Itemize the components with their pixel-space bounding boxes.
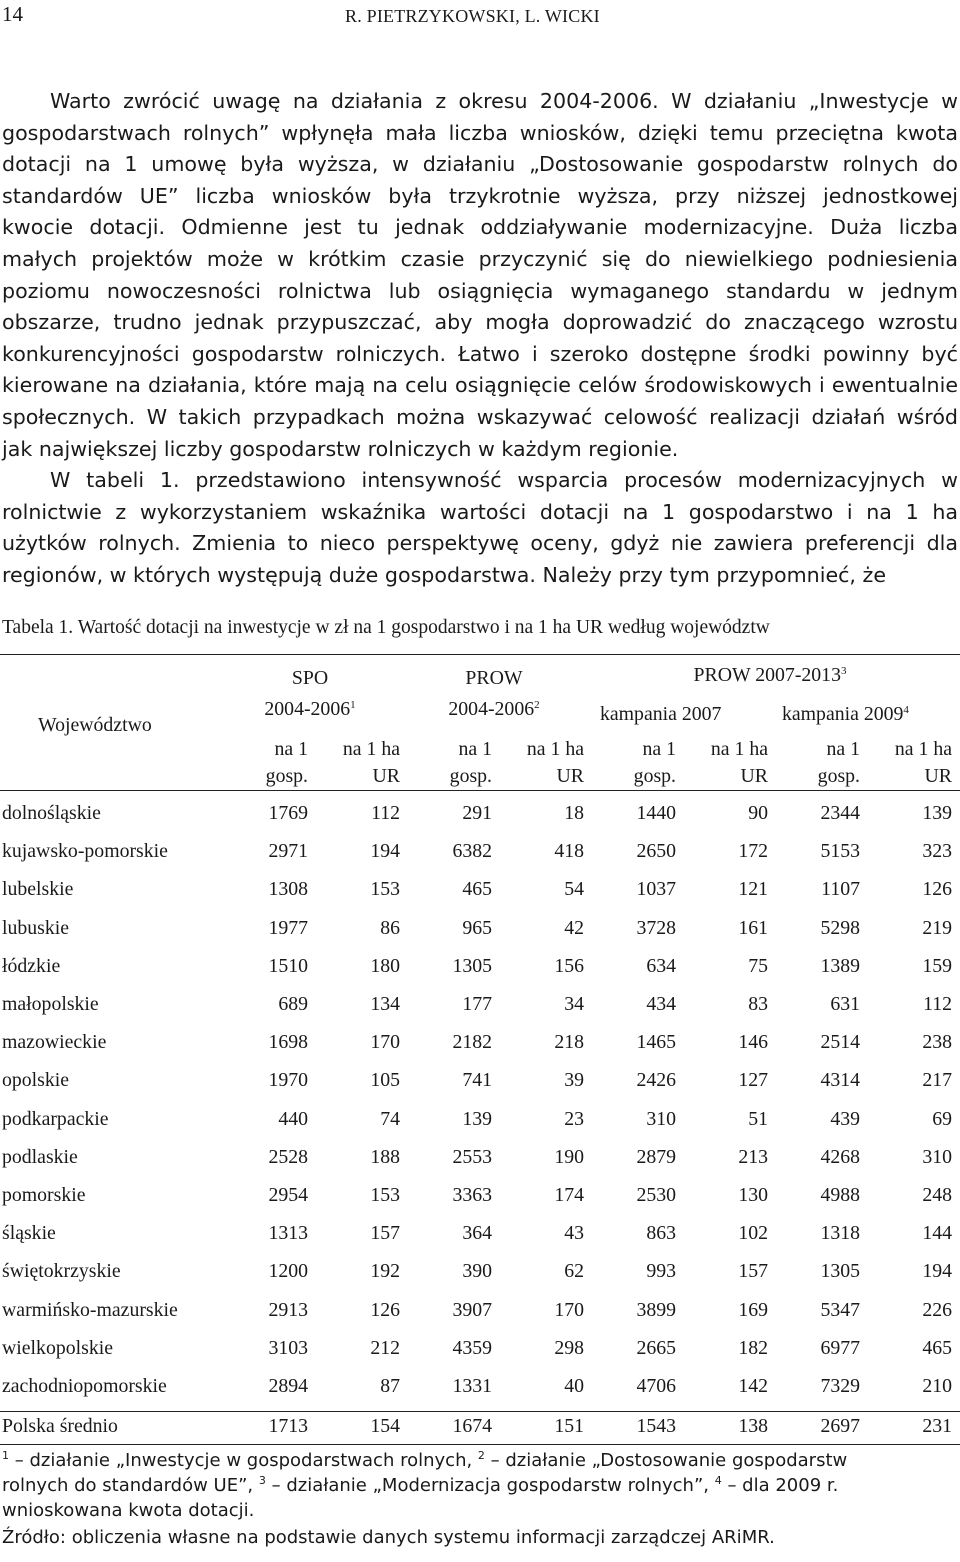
value-cell: 1674 [452,1415,492,1437]
region-name: śląskie [2,1222,56,1244]
value-cell: 75 [748,955,768,977]
value-cell: 154 [370,1415,400,1437]
value-cell: 138 [738,1415,768,1437]
value-cell: 2697 [820,1415,860,1437]
value-cell: 121 [738,878,768,900]
value-cell: 2879 [636,1146,676,1168]
value-cell: 1465 [636,1031,676,1053]
table-caption: Tabela 1. Wartość dotacji na inwestycje w zł na 1 gospodarstwo i na 1 ha UR według województw [2,617,770,638]
text-line: konkurencyjności gospodarstw rolniczych. Łatwo i szeroko dostępne środki powinny być [2,341,958,366]
value-cell: 323 [922,840,952,862]
value-cell: 194 [922,1260,952,1282]
subheader-per-farm: na 1 [826,738,860,760]
text-line: kierowane na działania, które mają na celu osiągnięcie celów środowiskowych i ewentualnie [2,373,958,398]
value-cell: 1308 [268,878,308,900]
value-cell: 144 [922,1222,952,1244]
region-name: świętokrzyskie [2,1260,121,1282]
value-cell: 2913 [268,1299,308,1321]
value-cell: 42 [564,917,584,939]
region-name: podkarpackie [2,1108,109,1130]
value-cell: 3907 [452,1299,492,1321]
value-cell: 86 [380,917,400,939]
table-header-rule [0,790,960,791]
value-cell: 291 [462,802,492,824]
value-cell: 3728 [636,917,676,939]
value-cell: 102 [738,1222,768,1244]
text-line: rolnictwie z wykorzystaniem wskaźnika wartości dotacji na 1 gospodarstwo i na 1 ha [2,499,958,524]
table-total-rule [0,1411,960,1412]
value-cell: 634 [646,955,676,977]
value-cell: 1037 [636,878,676,900]
value-cell: 192 [370,1260,400,1282]
value-cell: 2954 [268,1184,308,1206]
text-line: regionów, w których występują duże gospodarstwa. Należy przy tym przypomnieć, że [2,562,887,587]
value-cell: 6382 [452,840,492,862]
text-line: Warto zwrócić uwagę na działania z okresu 2004-2006. W działaniu „Inwestycje w [50,89,958,113]
value-cell: 2553 [452,1146,492,1168]
value-cell: 174 [554,1184,584,1206]
value-cell: 1440 [636,802,676,824]
value-cell: 2971 [268,840,308,862]
value-cell: 1698 [268,1031,308,1053]
subheader-per-ha-unit: UR [372,765,400,787]
value-cell: 139 [462,1108,492,1130]
value-cell: 212 [370,1337,400,1359]
table-top-rule [0,654,960,655]
value-cell: 1543 [636,1415,676,1437]
value-cell: 126 [370,1299,400,1321]
value-cell: 156 [554,955,584,977]
value-cell: 465 [462,878,492,900]
value-cell: 40 [564,1375,584,1397]
region-name: dolnośląskie [2,802,101,824]
value-cell: 153 [370,1184,400,1206]
value-cell: 231 [922,1415,952,1437]
value-cell: 23 [564,1108,584,1130]
value-cell: 172 [738,840,768,862]
region-name: warmińsko-mazurskie [2,1299,178,1321]
value-cell: 18 [564,802,584,824]
value-cell: 2665 [636,1337,676,1359]
value-cell: 169 [738,1299,768,1321]
value-cell: 2514 [820,1031,860,1053]
value-cell: 5153 [820,840,860,862]
value-cell: 1313 [268,1222,308,1244]
footnote-line-2: rolnych do standardów UE”, $^3$ – działanie „Modernizacja gospodarstw rolnych”, $^4$ – dla 2009 r. [2,1474,839,1496]
value-cell: 157 [738,1260,768,1282]
value-cell: 5347 [820,1299,860,1321]
subheader-per-farm-unit: gosp. [449,765,492,787]
value-cell: 83 [748,993,768,1015]
value-cell: 3103 [268,1337,308,1359]
value-cell: 34 [564,993,584,1015]
value-cell: 188 [370,1146,400,1168]
value-cell: 6977 [820,1337,860,1359]
region-name: pomorskie [2,1184,86,1206]
column-header-campaign-2007: kampania 2007 [600,703,722,725]
column-header-region: Województwo [38,714,152,736]
body-text [2,86,958,592]
value-cell: 170 [370,1031,400,1053]
value-cell: 130 [738,1184,768,1206]
value-cell: 440 [278,1108,308,1130]
subheader-per-farm-unit: gosp. [633,765,676,787]
value-cell: 2894 [268,1375,308,1397]
value-cell: 182 [738,1337,768,1359]
value-cell: 1305 [820,1260,860,1282]
value-cell: 993 [646,1260,676,1282]
text-line: obszarze, trudno jednak przypuszczać, aby mogła doprowadzić do znaczącego wzrostu [2,310,958,335]
region-name: kujawsko-pomorskie [2,840,168,862]
value-cell: 194 [370,840,400,862]
value-cell: 142 [738,1375,768,1397]
value-cell: 1305 [452,955,492,977]
column-header-prow: PROW [465,667,523,689]
value-cell: 3899 [636,1299,676,1321]
value-cell: 126 [922,878,952,900]
value-cell: 134 [370,993,400,1015]
value-cell: 87 [380,1375,400,1397]
value-cell: 62 [564,1260,584,1282]
value-cell: 863 [646,1222,676,1244]
subheader-per-ha: na 1 ha [526,738,584,760]
value-cell: 219 [922,917,952,939]
value-cell: 310 [646,1108,676,1130]
value-cell: 4314 [820,1069,860,1091]
footnote-line-3: wnioskowana kwota dotacji. [2,1500,255,1521]
subheader-per-ha: na 1 ha [710,738,768,760]
subheader-per-farm-unit: gosp. [817,765,860,787]
value-cell: 238 [922,1031,952,1053]
text-line: jak największej liczby gospodarstw rolniczych w każdym regionie. [2,436,679,461]
value-cell: 2344 [820,802,860,824]
value-cell: 1107 [821,878,860,900]
column-header-spo-period: 2004-2006$^1$ [264,698,356,720]
value-cell: 310 [922,1146,952,1168]
value-cell: 1331 [452,1375,492,1397]
value-cell: 39 [564,1069,584,1091]
subheader-per-farm: na 1 [642,738,676,760]
region-name: łódzkie [2,955,61,977]
region-name: mazowieckie [2,1031,107,1053]
value-cell: 161 [738,917,768,939]
value-cell: 190 [554,1146,584,1168]
value-cell: 151 [554,1415,584,1437]
value-cell: 2528 [268,1146,308,1168]
text-line: małych projektów może w krótkim czasie przyczynić się do niewielkiego podniesienia [2,246,958,271]
text-line: kwocie dotacji. Odmienne jest tu jednak oddziaływanie modernizacyjne. Duża liczba [2,215,958,240]
value-cell: 4268 [820,1146,860,1168]
value-cell: 4359 [452,1337,492,1359]
value-cell: 54 [564,878,584,900]
region-name: lubuskie [2,917,70,939]
value-cell: 69 [932,1108,952,1130]
value-cell: 465 [922,1337,952,1359]
subheader-per-ha-unit: UR [740,765,768,787]
subheader-per-ha-unit: UR [556,765,584,787]
value-cell: 153 [370,878,400,900]
value-cell: 439 [830,1108,860,1130]
value-cell: 177 [462,993,492,1015]
value-cell: 170 [554,1299,584,1321]
value-cell: 226 [922,1299,952,1321]
text-line: W tabeli 1. przedstawiono intensywność wsparcia procesów modernizacyjnych w [50,468,958,493]
text-line: użytków rolnych. Zmienia to nieco perspektywę oceny, gdyż nie zawiera preferencji dla [2,531,958,556]
value-cell: 157 [370,1222,400,1244]
value-cell: 1389 [820,955,860,977]
region-name: małopolskie [2,993,99,1015]
column-header-prow-2007-2013: PROW 2007-2013$^3$ [693,664,847,686]
region-name: wielkopolskie [2,1337,113,1359]
text-line: poziomu nowoczesności rolnictwa lub osiągnięcia wymaganego standardu w jednym [2,278,958,303]
value-cell: 218 [554,1031,584,1053]
value-cell: 112 [923,993,952,1015]
text-line: standardów UE” liczba wniosków była trzykrotnie wyższa, przy niższej jednostkowej [2,183,958,208]
value-cell: 1318 [820,1222,860,1244]
column-header-spo: SPO [291,667,329,689]
running-title: R. PIETRZYKOWSKI, L. WICKI [345,6,600,26]
value-cell: 298 [554,1337,584,1359]
value-cell: 2530 [636,1184,676,1206]
value-cell: 51 [748,1108,768,1130]
text-line: gospodarstwach rolnych” wpłynęła mała liczba wniosków, dzięki temu przeciętna kwota [2,120,958,145]
value-cell: 213 [738,1146,768,1168]
value-cell: 434 [646,993,676,1015]
value-cell: 217 [922,1069,952,1091]
page-number: 14 [2,2,23,26]
column-header-prow-period: 2004-2006$^2$ [448,698,540,720]
value-cell: 418 [554,840,584,862]
subheader-per-farm: na 1 [458,738,492,760]
region-name: podlaskie [2,1146,78,1168]
value-cell: 210 [922,1375,952,1397]
value-cell: 689 [278,993,308,1015]
value-cell: 74 [380,1108,400,1130]
table-bottom-rule [0,1444,960,1445]
value-cell: 965 [462,917,492,939]
value-cell: 3363 [452,1184,492,1206]
region-name: Polska średnio [2,1415,118,1437]
value-cell: 159 [922,955,952,977]
value-cell: 5298 [820,917,860,939]
value-cell: 248 [922,1184,952,1206]
value-cell: 1970 [268,1069,308,1091]
value-cell: 2182 [452,1031,492,1053]
subheader-per-ha: na 1 ha [342,738,400,760]
value-cell: 112 [371,802,400,824]
value-cell: 2650 [636,840,676,862]
value-cell: 139 [922,802,952,824]
value-cell: 127 [738,1069,768,1091]
footnote-line-1: $^1$ – działanie „Inwestycje w gospodarstwach rolnych, $^2$ – działanie „Dostosowanie gospodarstw [2,1449,848,1471]
value-cell: 390 [462,1260,492,1282]
subheader-per-ha-unit: UR [924,765,952,787]
value-cell: 1977 [268,917,308,939]
value-cell: 43 [564,1222,584,1244]
value-cell: 90 [748,802,768,824]
value-cell: 105 [370,1069,400,1091]
value-cell: 1769 [268,802,308,824]
value-cell: 364 [462,1222,492,1244]
value-cell: 180 [370,955,400,977]
subheader-per-farm-unit: gosp. [265,765,308,787]
text-line: społecznych. W takich przypadkach można wskazywać celowość realizacji działań wśród [2,404,958,429]
value-cell: 2426 [636,1069,676,1091]
text-line: dotacji na 1 umowę była wyższa, w działaniu „Dostosowanie gospodarstw rolnych do [2,152,958,177]
value-cell: 7329 [820,1375,860,1397]
value-cell: 1510 [268,955,308,977]
value-cell: 146 [738,1031,768,1053]
footnotes [2,1448,958,1523]
value-cell: 1200 [268,1260,308,1282]
value-cell: 4706 [636,1375,676,1397]
value-cell: 631 [830,993,860,1015]
value-cell: 741 [462,1069,492,1091]
value-cell: 4988 [820,1184,860,1206]
column-header-campaign-2009: kampania 2009$^4$ [782,703,909,725]
region-name: lubelskie [2,878,74,900]
subheader-per-ha: na 1 ha [894,738,952,760]
source-note: Źródło: obliczenia własne na podstawie danych systemu informacji zarządczej ARiMR. [2,1527,775,1548]
region-name: opolskie [2,1069,70,1091]
value-cell: 1713 [268,1415,308,1437]
page-header [0,2,960,36]
subheader-per-farm: na 1 [274,738,308,760]
region-name: zachodniopomorskie [2,1375,167,1397]
